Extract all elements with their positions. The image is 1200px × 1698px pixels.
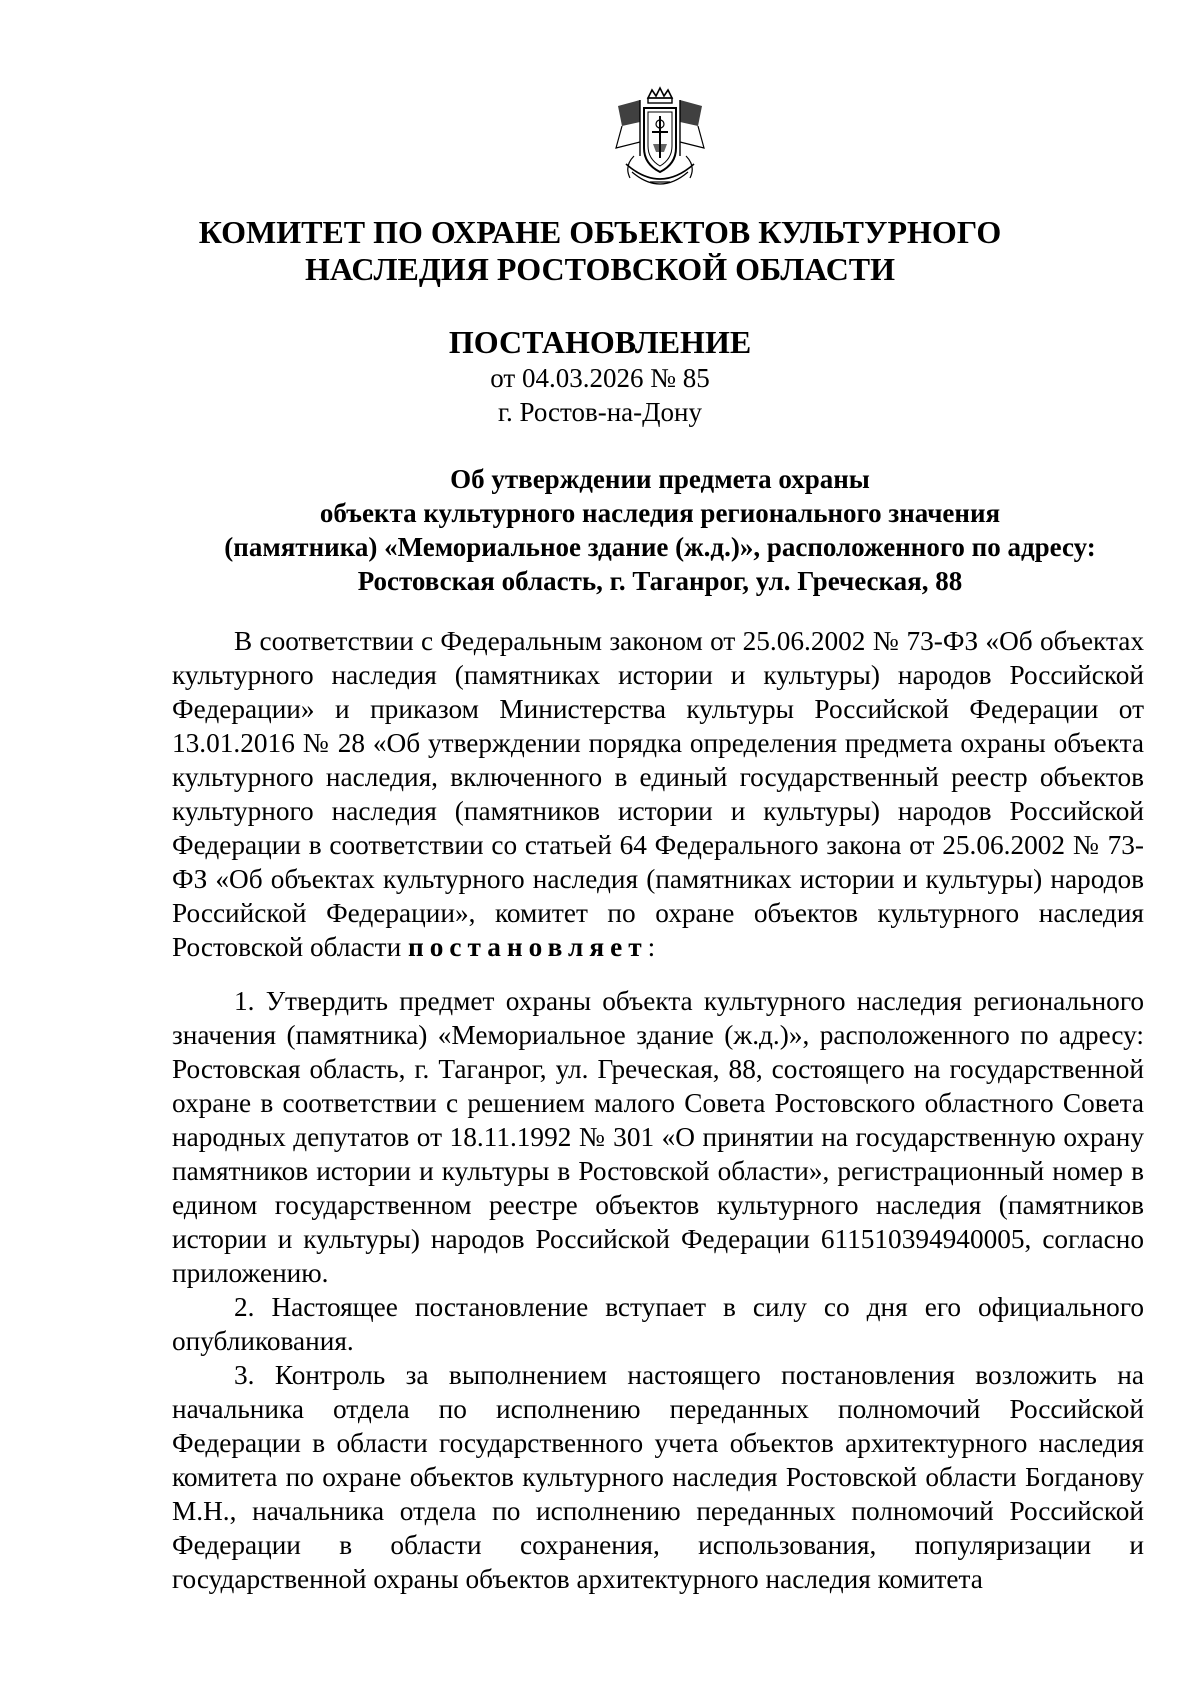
document-type: ПОСТАНОВЛЕНИЕ xyxy=(448,324,752,360)
subject-line1: Об утверждении предмета охраны xyxy=(450,464,870,494)
coat-of-arms-icon xyxy=(610,86,710,198)
organization-name-line2: НАСЛЕДИЯ РОСТОВСКОЙ ОБЛАСТИ xyxy=(304,251,896,287)
subject-line3: (памятника) «Мемориальное здание (ж.д.)», расположенного по адресу: xyxy=(224,532,1096,562)
preamble-paragraph xyxy=(172,624,1144,964)
organization-name-line1: КОМИТЕТ ПО ОХРАНЕ ОБЪЕКТОВ КУЛЬТУРНОГО xyxy=(198,214,1002,250)
document-date-number: от 04.03.2026 № 85 xyxy=(490,363,710,393)
organization-name xyxy=(0,214,1200,288)
subject-line2: объекта культурного наследия регионального значения xyxy=(319,498,1001,528)
item-1-paragraph: 1. Утвердить предмет охраны объекта культурного наследия регионального значения (памятника) «Мемориальное здание (ж.д.)», расположенного по адресу: Ростовская область, г. Таганрог, ул. Греческая, 88, состоящего на государственной охране в соответствии с решением малого Совета Ростовского областного Совета народных депутатов от 18.11.1992 № 301 «О принятии на государственную охрану памятников истории и культуры в Ростовской области», регистрационный номер в едином государственном реестре объектов культурного наследия (памятников истории и культуры) народов Российской Федерации 611510394940005, согласно приложению. xyxy=(172,986,1144,1288)
preamble-text: В соответствии с Федеральным законом от 25.06.2002 № 73-ФЗ «Об объектах культурного наследия (памятниках истории и культуры) народов Российской Федерации» и приказом Министерства культуры Российской Федерации от 13.01.2016 № 28 «Об утверждении порядка определения предмета охраны объекта культурного наследия, включенного в единый государственный реестр объектов культурного наследия (памятников истории и культуры) народов Российской Федерации в соответствии со статьей 64 Федерального закона от 25.06.2002 № 73-ФЗ «Об объектах культурного наследия (памятниках истории и культуры) народов Российской Федерации», комитет по охране объектов культурного наследия Ростовской области xyxy=(172,626,1144,962)
document-city: г. Ростов-на-Дону xyxy=(497,397,702,427)
item-3-paragraph: 3. Контроль за выполнением настоящего постановления возложить на начальника отдела по исполнению переданных полномочий Российской Федерации в области государственного учета объектов архитектурного наследия комитета по охране объектов культурного наследия Ростовской области Богданову М.Н., начальника отдела по исполнению переданных полномочий Российской Федерации в области сохранения, использования, популяризации и государственной охраны объектов архитектурного наследия комитета xyxy=(172,1360,1144,1594)
item-2-paragraph: 2. Настоящее постановление вступает в силу со дня его официального опубликования. xyxy=(172,1292,1144,1356)
resolves-word: постановляет xyxy=(408,932,648,962)
document-subject xyxy=(160,462,1160,598)
subject-line4: Ростовская область, г. Таганрог, ул. Греческая, 88 xyxy=(357,566,963,596)
resolves-colon: : xyxy=(647,932,656,962)
